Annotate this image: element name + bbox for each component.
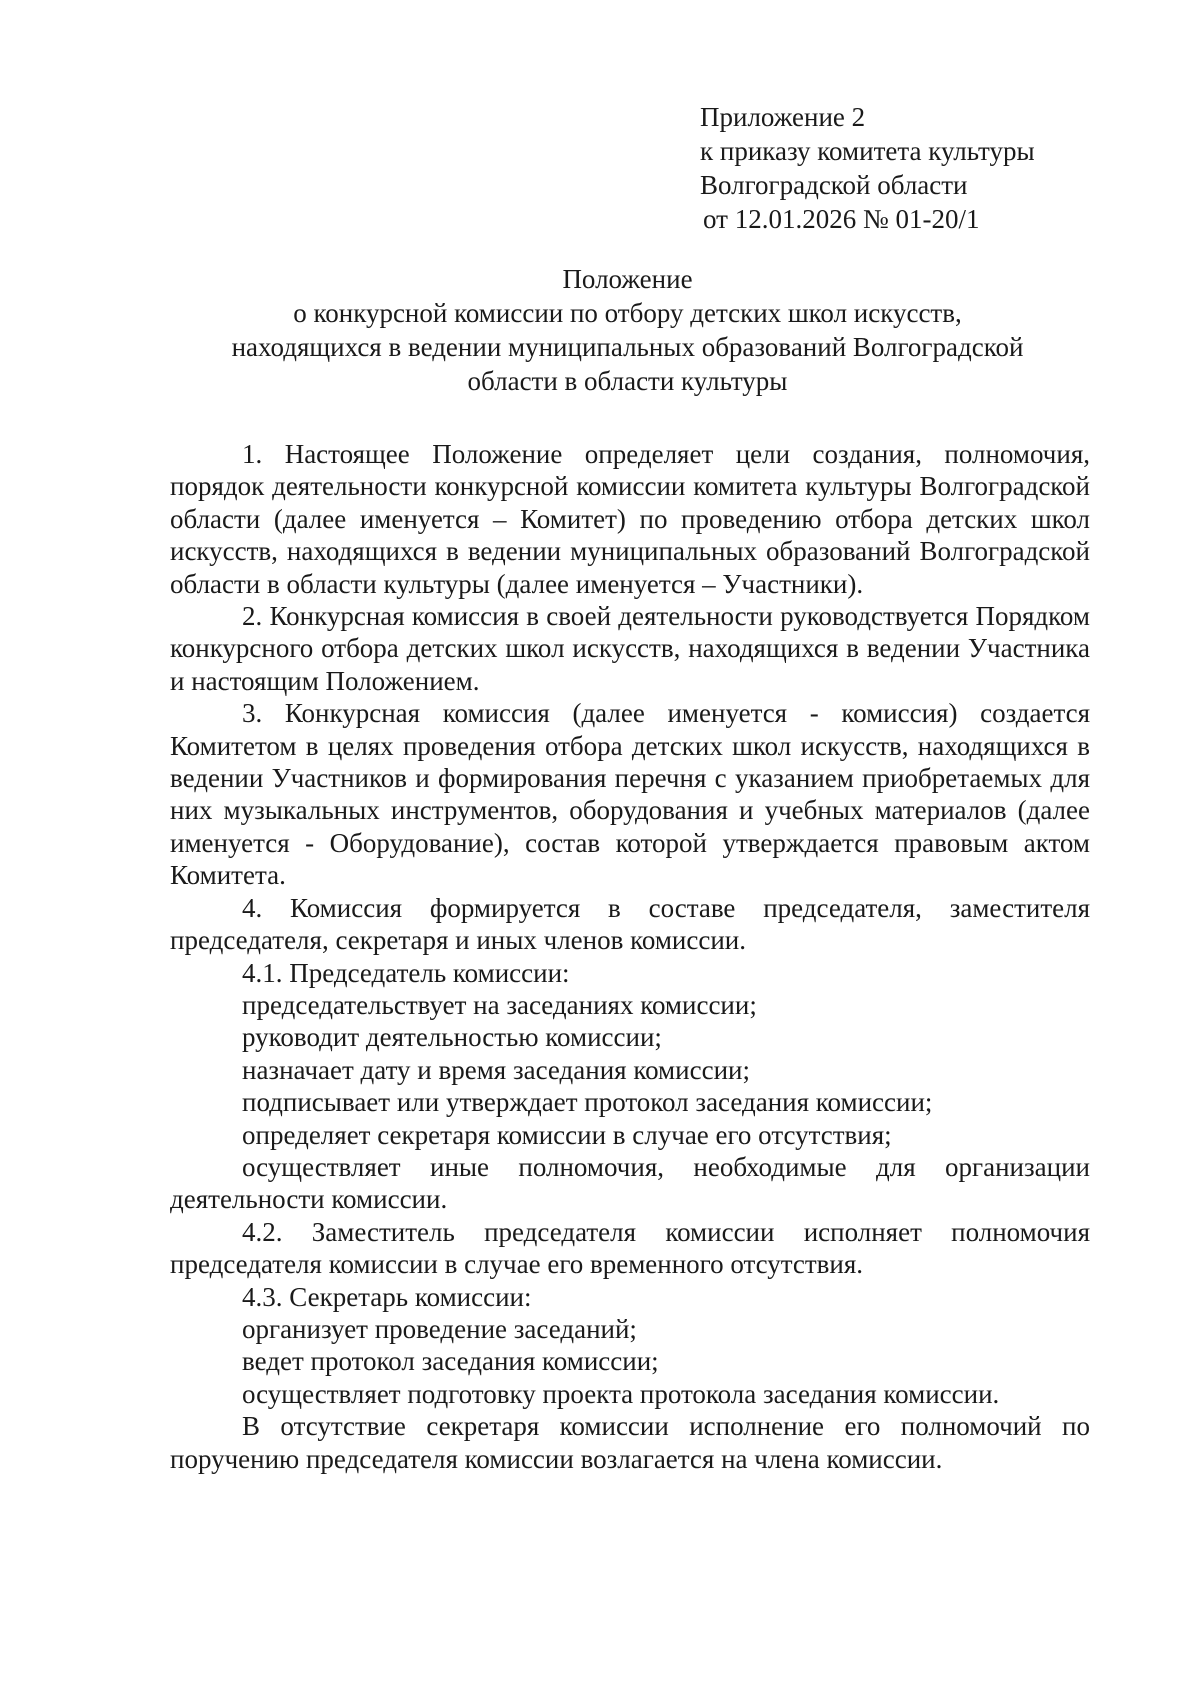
chairman-duty-4: подписывает или утверждает протокол заседания комиссии; bbox=[242, 1087, 933, 1118]
title-line-2: о конкурсной комиссии по отбору детских школ искусств, bbox=[293, 298, 962, 328]
secretary-duty-3: осуществляет подготовку проекта протокола заседания комиссии. bbox=[242, 1378, 1000, 1409]
paragraph-1: 1. Настоящее Положение определяет цели создания, полномочия, порядок деятельности конкурсной комиссии комитета культуры Волгоградской области (далее именуется – Комитет) по проведению отбора детских школ искусств, находящихся в ведении муниципальных образований Волгоградской области в области культуры (далее именуется – Участники). bbox=[170, 439, 1090, 599]
secretary-duty-1: организует проведение заседаний; bbox=[242, 1313, 637, 1344]
chairman-duty-1: председательствует на заседаниях комиссии; bbox=[242, 989, 757, 1020]
paragraph-4: 4. Комиссия формируется в составе председателя, заместителя председателя, секретаря и иных членов комиссии. bbox=[170, 892, 1090, 956]
chairman-duty-6: осуществляет иные полномочия, необходимые для организации деятельности комиссии. bbox=[170, 1151, 1090, 1215]
secretary-duty-2: ведет протокол заседания комиссии; bbox=[242, 1346, 659, 1377]
paragraph-4-1-heading: 4.1. Председатель комиссии: bbox=[242, 957, 570, 988]
title-line-3: находящихся в ведении муниципальных образований Волгоградской bbox=[231, 332, 1024, 362]
title-line-1: Положение bbox=[562, 264, 693, 294]
paragraph-4-3-heading: 4.3. Секретарь комиссии: bbox=[242, 1281, 532, 1312]
paragraph-4-2: 4.2. Заместитель председателя комиссии исполняет полномочия председателя комиссии в случае его временного отсутствия. bbox=[170, 1216, 1090, 1280]
chairman-duty-5: определяет секретаря комиссии в случае его отсутствия; bbox=[242, 1119, 892, 1150]
secretary-absence-clause: В отсутствие секретаря комиссии исполнение его полномочий по поручению председателя комиссии возлагается на члена комиссии. bbox=[170, 1411, 1090, 1474]
chairman-duty-2: руководит деятельностью комиссии; bbox=[242, 1022, 662, 1053]
document-body bbox=[170, 438, 1090, 1475]
paragraph-3: 3. Конкурсная комиссия (далее именуется - комиссия) создается Комитетом в целях проведения отбора детских школ искусств, находящихся в ведении Участников и формирования перечня с указанием приобретаемых для них музыкальных инструментов, оборудования и учебных материалов (далее именуется - Оборудование), состав которой утверждается правовым актом Комитета. bbox=[170, 698, 1090, 891]
appendix-line-1: Приложение 2 bbox=[700, 102, 866, 132]
chairman-duty-3: назначает дату и время заседания комиссии; bbox=[242, 1054, 750, 1085]
title-line-4: области в области культуры bbox=[467, 366, 788, 396]
appendix-line-3: Волгоградской области bbox=[700, 170, 968, 200]
document-title bbox=[160, 262, 1095, 398]
paragraph-2: 2. Конкурсная комиссия в своей деятельности руководствуется Порядком конкурсного отбора детских школ искусств, находящихся в ведении Участника и настоящим Положением. bbox=[170, 601, 1090, 696]
appendix-line-2: к приказу комитета культуры bbox=[700, 136, 1035, 166]
appendix-header bbox=[700, 100, 1035, 236]
appendix-order-date: от 12.01.2026 № 01-20/1 bbox=[703, 204, 980, 234]
